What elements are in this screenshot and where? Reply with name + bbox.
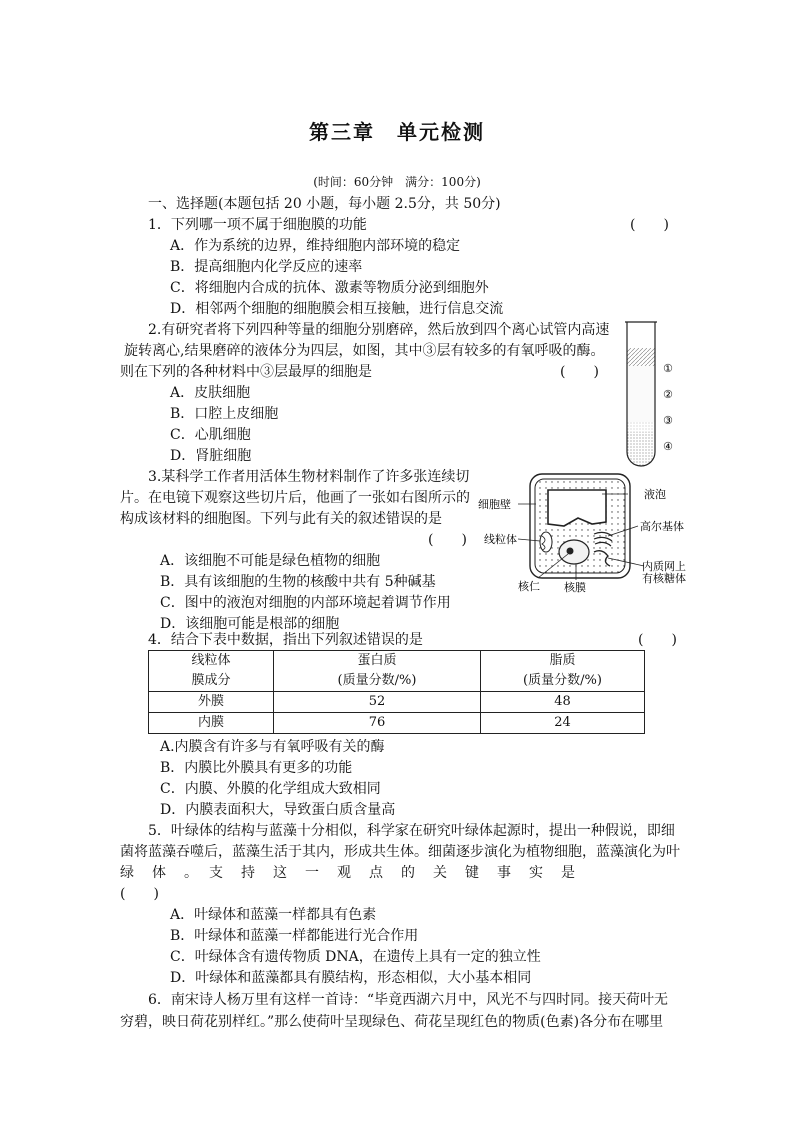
q1-option-b: B．提高细胞内化学反应的速率: [170, 259, 363, 275]
q2-option-b: B．口腔上皮细胞: [170, 406, 279, 422]
q1-stem: 1．下列哪一项不属于细胞膜的功能: [148, 217, 367, 233]
q5-line2: 菌将蓝藻吞噬后，蓝藻生活于其内，形成共生体。细菌逐步演化为植物细胞，蓝藻演化为叶: [120, 844, 680, 860]
table-cell: 内膜: [149, 713, 274, 734]
q4-option-c: C．内膜、外膜的化学组成大致相同: [160, 781, 381, 797]
q3-answer-paren: ( ): [428, 532, 467, 548]
table-cell: 76: [274, 713, 481, 734]
tube-layer-4: [627, 432, 655, 466]
q3-option-a: A．该细胞不可能是绿色植物的细胞: [160, 553, 381, 569]
q5-option-b: B．叶绿体和蓝藻一样都能进行光合作用: [170, 928, 419, 944]
label-er-line2: 有核糖体: [642, 572, 686, 585]
table-cell: 48: [481, 692, 645, 713]
q5-line3: 绿 体 。 支 持 这 一 观 点 的 关 键 事 实 是: [120, 865, 577, 881]
q4-option-d: D．内膜表面积大，导致蛋白质含量高: [160, 802, 396, 818]
q1-option-c: C．将细胞内合成的抗体、激素等物质分泌到细胞外: [170, 280, 489, 296]
q2-option-a: A．皮肤细胞: [170, 385, 251, 401]
label-nuclear-membrane: 核膜: [564, 581, 586, 594]
q2-line3: 则在下列的各种材料中③层最厚的细胞是: [120, 364, 372, 380]
label-er-line1: 内质网上: [642, 560, 686, 573]
tube-label-2: ②: [663, 388, 673, 401]
nucleolus-shape: [567, 548, 574, 555]
label-golgi: 高尔基体: [640, 520, 684, 533]
q5-option-a: A．叶绿体和蓝藻一样都具有色素: [170, 907, 377, 923]
q3-line3: 构成该材料的细胞图。下列与此有关的叙述错误的是: [120, 511, 442, 527]
q4-option-b: B．内膜比外膜具有更多的功能: [160, 760, 353, 776]
label-cell-wall: 细胞壁: [478, 498, 511, 511]
table-header-row: [149, 651, 645, 692]
table-header-cell: 线粒体 膜成分: [149, 651, 274, 692]
q4-stem: 4．结合下表中数据，指出下列叙述错误的是: [148, 632, 423, 648]
q1-option-a: A．作为系统的边界，维持细胞内部环境的稳定: [170, 238, 461, 254]
q5-option-d: D．叶绿体和蓝藻都具有膜结构，形态相似，大小基本相同: [170, 970, 532, 986]
table-cell: 24: [481, 713, 645, 734]
table-cell: 外膜: [149, 692, 274, 713]
q2-option-c: C．心肌细胞: [170, 427, 251, 443]
tube-label-1: ①: [663, 362, 673, 375]
plant-cell-figure: [478, 468, 694, 596]
mitochondria-membrane-table: [148, 650, 645, 734]
q3-line2: 片。在电镜下观察这些切片后，他画了一张如右图所示的: [120, 490, 470, 506]
tube-label-3: ③: [663, 414, 673, 427]
q5-answer-paren: ( ): [120, 886, 159, 902]
q4-answer-paren: ( ): [638, 632, 677, 648]
tube-layer-2: [627, 366, 655, 422]
q2-line1: 2.有研究者将下列四种等量的细胞分别磨碎，然后放到四个离心试管内高速: [148, 322, 610, 338]
q6-line1: 6．南宋诗人杨万里有这样一首诗：“毕竟西湖六月中，风光不与四时同。接天荷叶无: [148, 992, 669, 1008]
label-vacuole: 液泡: [644, 488, 666, 501]
q3-option-c: C．图中的液泡对细胞的内部环境起着调节作用: [160, 595, 451, 611]
q3-option-d: D．该细胞可能是根部的细胞: [160, 616, 340, 632]
centrifuge-tube-figure: [615, 320, 685, 472]
q5-option-c: C．叶绿体含有遗传物质 DNA，在遗传上具有一定的独立性: [170, 949, 541, 965]
mitochondrion-shape: [540, 532, 552, 552]
q2-option-d: D．肾脏细胞: [170, 448, 252, 464]
q2-answer-paren: ( ): [560, 364, 599, 380]
q5-line1: 5．叶绿体的结构与蓝藻十分相似，科学家在研究叶绿体起源时，提出一种假说，即细: [148, 823, 675, 839]
table-row: [149, 713, 645, 734]
label-nucleolus: 核仁: [518, 580, 540, 593]
q3-option-b: B．具有该细胞的生物的核酸中共有 5种碱基: [160, 574, 436, 590]
q6-line2: 穷碧，映日荷花别样红。”那么使荷叶呈现绿色、荷花呈现红色的物质(色素)各分布在哪里: [120, 1014, 664, 1030]
table-row: [149, 692, 645, 713]
section-heading: 一、选择题(本题包括 20 小题，每小题 2.5分，共 50分): [148, 196, 501, 212]
table-header-cell: 蛋白质 (质量分数/%): [274, 651, 481, 692]
table-cell: 52: [274, 692, 481, 713]
tube-layer-3: [627, 422, 655, 432]
tube-layer-1: [627, 348, 655, 366]
q1-answer-paren: ( ): [630, 217, 669, 233]
nucleus-shape: [559, 540, 589, 564]
exam-info: (时间：60分钟 满分：100分): [313, 175, 481, 189]
q4-option-a: A.内膜含有许多与有氧呼吸有关的酶: [160, 739, 385, 755]
q3-line1: 3.某科学工作者用活体生物材料制作了许多张连续切: [148, 469, 470, 485]
page-title: 第三章 单元检测: [309, 120, 485, 144]
table-header-cell: 脂质 (质量分数/%): [481, 651, 645, 692]
tube-label-4: ④: [663, 440, 673, 453]
label-mitochondrion: 线粒体: [484, 533, 517, 546]
q1-option-d: D．相邻两个细胞的细胞膜会相互接触，进行信息交流: [170, 301, 504, 317]
q2-line2: 旋转离心,结果磨碎的液体分为四层，如图，其中③层有较多的有氧呼吸的酶。: [124, 343, 605, 359]
